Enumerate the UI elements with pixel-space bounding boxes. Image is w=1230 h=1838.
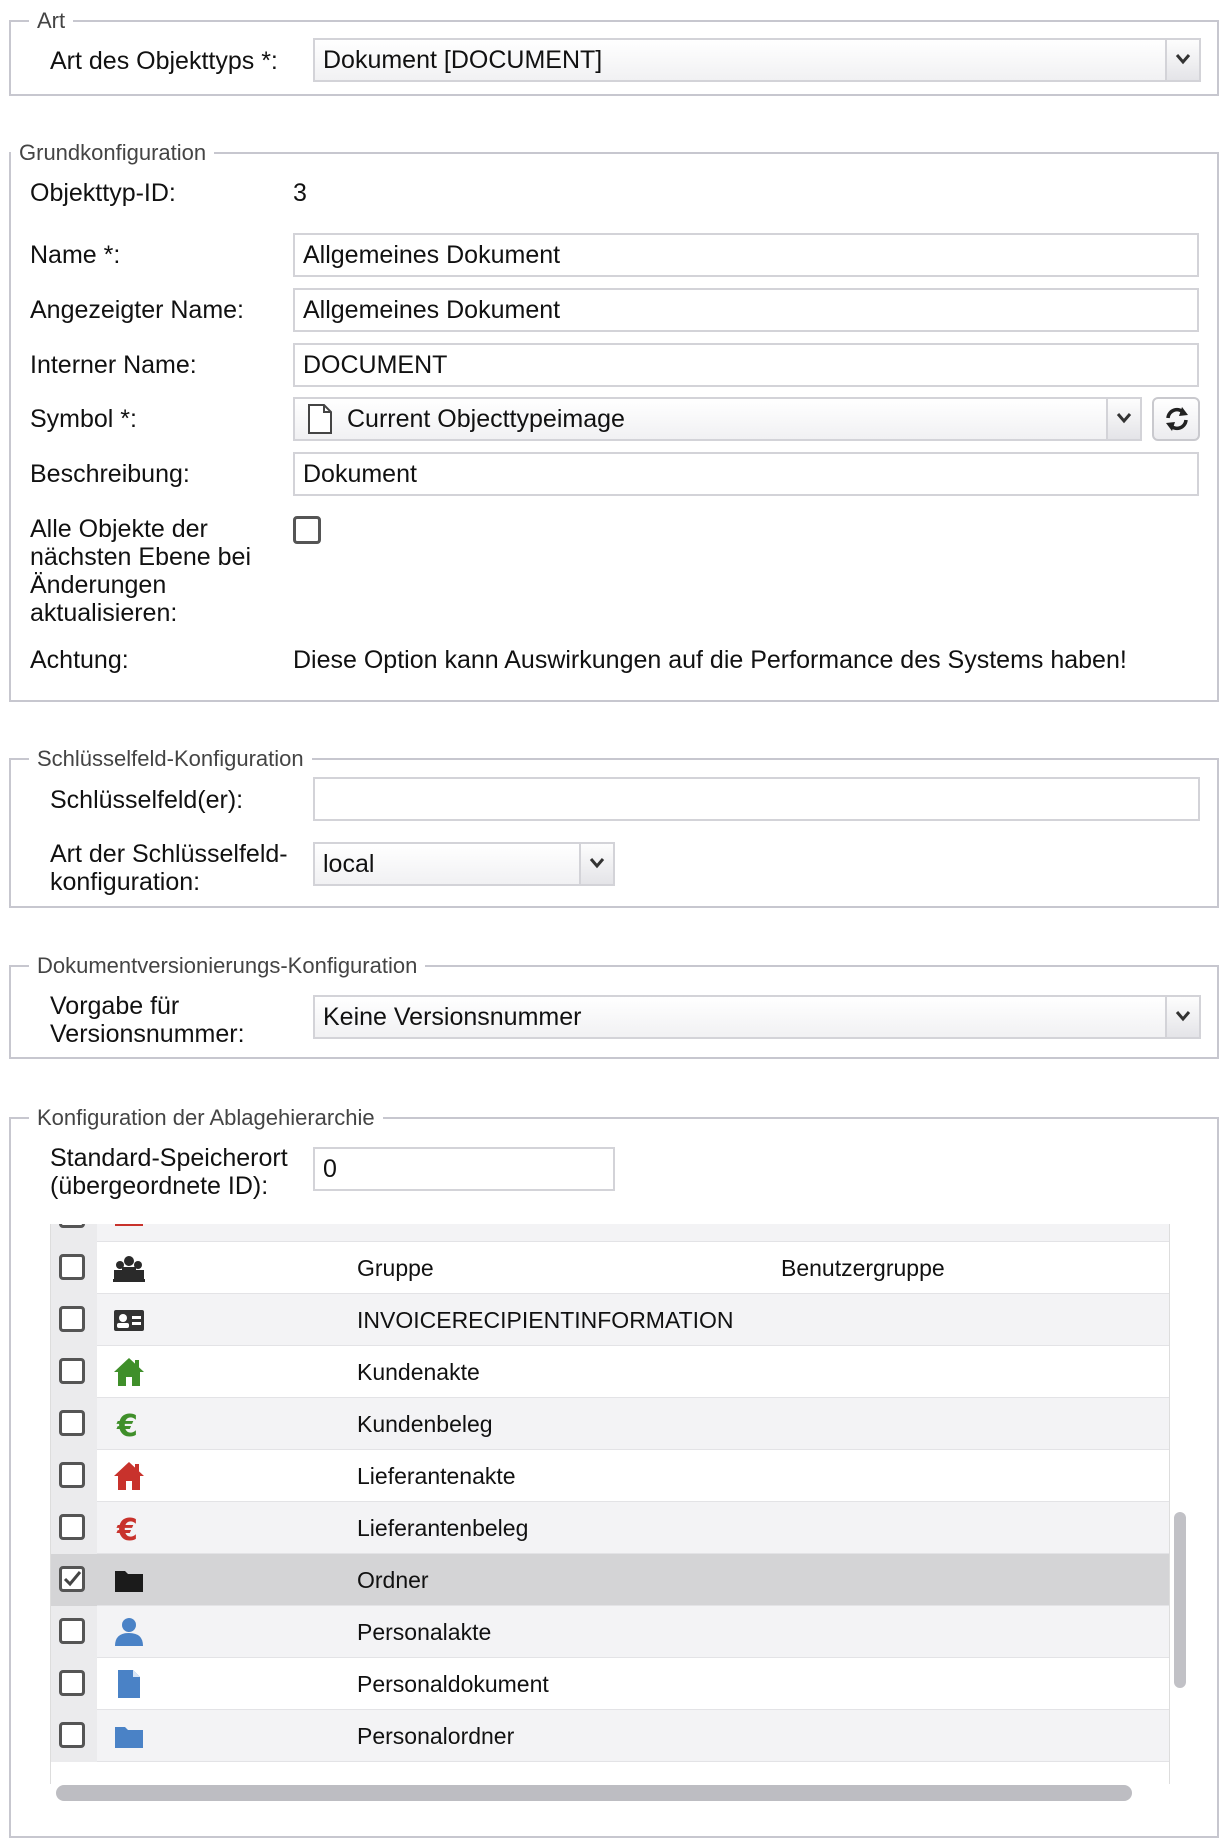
checkmark-icon <box>62 1569 82 1589</box>
table-row[interactable] <box>51 1450 1169 1502</box>
contact-card-icon <box>113 1304 145 1336</box>
internal-name-input[interactable]: DOCUMENT <box>293 343 1199 387</box>
storage-location-label-line1: Standard-Speicherort <box>50 1144 288 1172</box>
legend-versionierung: Dokumentversionierungs-Konfiguration <box>29 953 425 979</box>
update-children-label-line4: aktualisieren: <box>30 599 178 627</box>
objekttyp-select-value: Dokument [DOCUMENT] <box>323 46 603 74</box>
warning-text: Diese Option kann Auswirkungen auf die Performance des Systems haben! <box>293 646 1127 674</box>
row-checkbox[interactable] <box>59 1306 85 1332</box>
chevron-down-icon[interactable] <box>579 844 613 884</box>
home-red-icon <box>113 1460 145 1492</box>
row-name: Ordner <box>357 1567 429 1593</box>
row-name: Kundenakte <box>357 1359 480 1385</box>
document-icon <box>307 403 333 447</box>
key-fields-label: Schlüsselfeld(er): <box>50 786 244 814</box>
version-select-value: Keine Versionsnummer <box>323 1003 582 1031</box>
update-children-label-line1: Alle Objekte der <box>30 515 208 543</box>
description-label: Beschreibung: <box>30 460 190 488</box>
description-input[interactable]: Dokument <box>293 452 1199 496</box>
row-name: Gruppe <box>357 1255 434 1281</box>
horizontal-scrollbar[interactable] <box>56 1785 1132 1801</box>
update-children-label-line3: Änderungen <box>30 571 167 599</box>
row-checkbox[interactable] <box>59 1224 85 1228</box>
folder-blue-icon <box>113 1720 145 1752</box>
row-checkbox[interactable] <box>59 1254 85 1280</box>
row-checkbox[interactable] <box>59 1618 85 1644</box>
table-row[interactable] <box>51 1502 1169 1554</box>
symbol-select-value: Current Objecttypeimage <box>347 405 625 433</box>
name-input[interactable]: Allgemeines Dokument <box>293 233 1199 277</box>
row-checkbox[interactable] <box>59 1410 85 1436</box>
version-label-line1: Vorgabe für <box>50 992 180 1020</box>
row-name: Personalakte <box>357 1619 492 1645</box>
table-row[interactable] <box>51 1398 1169 1450</box>
legend-schluesselfeld: Schlüsselfeld-Konfiguration <box>29 746 312 772</box>
row-name: Lieferantenbeleg <box>357 1515 529 1541</box>
internal-name-label: Interner Name: <box>30 351 197 379</box>
symbol-select[interactable] <box>293 397 1142 441</box>
vertical-scrollbar[interactable] <box>1174 1512 1186 1688</box>
document-blue-icon <box>113 1668 145 1700</box>
row-checkbox[interactable] <box>59 1514 85 1540</box>
display-name-input[interactable]: Allgemeines Dokument <box>293 288 1199 332</box>
partial-row-icon <box>115 1224 143 1226</box>
table-row[interactable] <box>51 1710 1169 1762</box>
row-name: Lieferantenakte <box>357 1463 516 1489</box>
row-name: Personaldokument <box>357 1671 549 1697</box>
update-children-checkbox[interactable] <box>293 516 321 544</box>
table-row[interactable] <box>51 1606 1169 1658</box>
objekttyp-id-value: 3 <box>293 179 307 207</box>
row-checkbox-checked[interactable] <box>59 1566 85 1592</box>
storage-location-input[interactable]: 0 <box>313 1147 615 1191</box>
storage-location-label-line2: (übergeordnete ID): <box>50 1172 269 1200</box>
chevron-down-icon[interactable] <box>1165 40 1199 80</box>
display-name-label: Angezeigter Name: <box>30 296 245 324</box>
key-type-select-value: local <box>323 850 375 878</box>
group-icon <box>113 1252 145 1284</box>
legend-ablagehierarchie: Konfiguration der Ablagehierarchie <box>29 1105 383 1131</box>
person-blue-icon <box>113 1616 145 1648</box>
legend-art: Art <box>29 8 73 34</box>
symbol-label: Symbol *: <box>30 405 137 433</box>
row-checkbox[interactable] <box>59 1358 85 1384</box>
svg-text:€: € <box>117 1513 138 1544</box>
row-name: Personalordner <box>357 1723 515 1749</box>
row-description: Benutzergruppe <box>781 1255 945 1281</box>
row-checkbox[interactable] <box>59 1722 85 1748</box>
euro-green-icon <box>113 1408 145 1440</box>
version-label-line2: Versionsnummer: <box>50 1020 245 1048</box>
row-name: Kundenbeleg <box>357 1411 493 1437</box>
svg-text:€: € <box>117 1409 138 1440</box>
row-name: INVOICERECIPIENTINFORMATION <box>357 1307 734 1333</box>
key-type-label-line2: konfiguration: <box>50 868 201 896</box>
objekttyp-select[interactable] <box>313 38 1201 82</box>
name-label: Name *: <box>30 241 121 269</box>
objekttyp-label: Art des Objekttyps *: <box>50 47 278 75</box>
refresh-icon <box>1163 405 1191 438</box>
update-children-label-line2: nächsten Ebene bei <box>30 543 252 571</box>
legend-grundkonfiguration: Grundkonfiguration <box>11 140 214 166</box>
chevron-down-icon[interactable] <box>1106 399 1140 439</box>
table-row[interactable] <box>51 1294 1169 1346</box>
refresh-button[interactable] <box>1152 397 1200 441</box>
table-row[interactable] <box>51 1346 1169 1398</box>
table-row[interactable] <box>51 1242 1169 1294</box>
folder-black-icon <box>113 1564 145 1596</box>
table-row-partial <box>51 1224 1169 1242</box>
row-checkbox[interactable] <box>59 1670 85 1696</box>
key-fields-input[interactable] <box>313 777 1200 821</box>
hierarchy-list[interactable] <box>50 1224 1170 1784</box>
table-row-selected[interactable] <box>51 1554 1169 1606</box>
objekttyp-id-label: Objekttyp-ID: <box>30 179 176 207</box>
euro-red-icon <box>113 1512 145 1544</box>
chevron-down-icon[interactable] <box>1165 997 1199 1037</box>
home-green-icon <box>113 1356 145 1388</box>
key-type-label-line1: Art der Schlüsselfeld- <box>50 840 288 868</box>
row-checkbox[interactable] <box>59 1462 85 1488</box>
key-type-select[interactable] <box>313 842 615 886</box>
table-row[interactable] <box>51 1658 1169 1710</box>
warning-label: Achtung: <box>30 646 129 674</box>
version-select[interactable] <box>313 995 1201 1039</box>
